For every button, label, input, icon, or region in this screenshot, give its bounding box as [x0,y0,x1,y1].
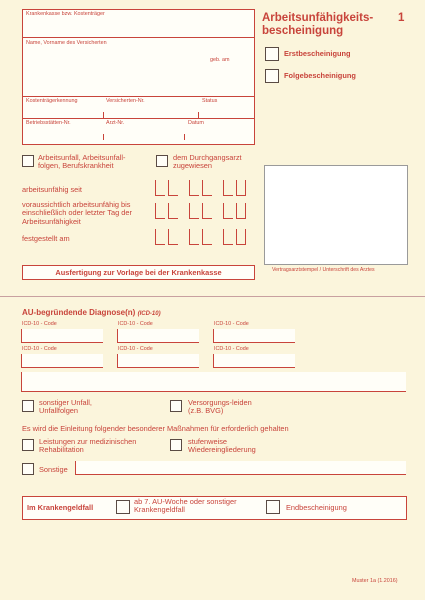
section-divider [0,296,425,297]
name-label: Name, Vorname des Versicherten [26,40,107,46]
versicherten-nr-label: Versicherten-Nr. [106,98,145,104]
field-tick [184,134,185,140]
icd-code-label: ICD-10 - Code [22,346,57,352]
arbeitsunfall-label: Arbeitsunfall, Arbeitsunfall-folgen, Berufskrankheit [38,153,126,171]
sonstiger-unfall-label: sonstiger Unfall, Unfallfolgen [39,398,92,416]
icd-code-label: ICD-10 - Code [118,321,153,327]
stufenweise-checkbox[interactable] [170,439,182,451]
icd-code-label: ICD-10 - Code [214,321,249,327]
versorgungsleiden-checkbox[interactable] [170,400,182,412]
diagnosis-heading-sub: (ICD-10) [137,311,161,317]
arbeitsunfaehig-seit-label: arbeitsunfähig seit [22,185,82,194]
icd-code-field[interactable] [21,354,103,368]
leistungen-label: Leistungen zur medizinischen Rehabilitation [39,437,137,455]
insurance-card-field[interactable] [23,49,254,94]
divider [22,37,255,38]
diagnosis-text-field[interactable] [21,372,406,392]
krankenkasse-label: Krankenkasse bzw. Kostenträger [26,11,105,17]
erstbescheinigung-label: Erstbescheinigung [284,49,351,58]
divider [22,118,255,119]
versorgungsleiden-label: Versorgungs-leiden (z.B. BVG) [188,398,252,416]
icd-code-label: ICD-10 - Code [118,346,153,352]
datum-label: Datum [188,120,204,126]
icd-code-field[interactable] [21,329,103,343]
festgestellt-am-label: festgestellt am [22,234,70,243]
form-title-line1: Arbeitsunfähigkeits- [262,12,374,24]
sonstige-checkbox[interactable] [22,463,34,475]
einleitung-text: Es wird die Einleitung folgender besonderer Maßnahmen für erforderlich gehalten [22,424,289,433]
voraussichtlich-date-field[interactable] [155,203,259,220]
sonstige-text-field[interactable] [75,461,406,475]
copy-number: 1 [398,12,405,24]
icd-code-field[interactable] [117,354,199,368]
arbeitsunfall-checkbox[interactable] [22,155,34,167]
endbescheinigung-label: Endbescheinigung [286,503,347,512]
field-tick [103,134,104,140]
sonstige-label: Sonstige [39,465,68,474]
stamp-caption: Vertragsarztstempel / Unterschrift des Arztes [272,267,375,273]
ausfertigung-label: Ausfertigung zur Vorlage bei der Krankenkasse [55,268,222,277]
leistungen-checkbox[interactable] [22,439,34,451]
doctor-stamp-field[interactable] [264,165,408,265]
sonstiger-unfall-checkbox[interactable] [22,400,34,412]
krankengeldfall-label: Im Krankengeldfall [27,503,94,512]
icd-code-field[interactable] [117,329,199,343]
ab-7-au-woche-label: ab 7. AU-Woche oder sonstiger Krankengeldfall [134,497,237,515]
form-title-line2: bescheinigung [262,25,344,37]
endbescheinigung-checkbox[interactable] [266,500,280,514]
durchgangsarzt-label: dem Durchgangsarzt zugewiesen [173,153,242,171]
icd-code-field[interactable] [213,329,295,343]
diagnosis-heading-text: AU-begründende Diagnose(n) [22,308,136,317]
betriebsstaetten-nr-label: Betriebsstätten-Nr. [26,120,71,126]
durchgangsarzt-checkbox[interactable] [156,155,168,167]
diagnosis-heading [22,308,161,317]
geb-am-label: geb. am [210,57,230,63]
icd-code-field[interactable] [213,354,295,368]
ab-7-au-woche-checkbox[interactable] [116,500,130,514]
kostentraegerkennung-label: Kostenträgerkennung [26,98,78,104]
arzt-nr-label: Arzt-Nr. [106,120,125,126]
icd-code-label: ICD-10 - Code [22,321,57,327]
arbeitsunfaehig-seit-date-field[interactable] [155,180,259,197]
stufenweise-label: stufenweise Wiedereingliederung [188,437,256,455]
folgebescheinigung-label: Folgebescheinigung [284,71,356,80]
form-version: Muster 1a (1.2016) [352,578,398,584]
divider [22,96,255,97]
erstbescheinigung-checkbox[interactable] [265,47,279,61]
status-label: Status [202,98,218,104]
icd-code-label: ICD-10 - Code [214,346,249,352]
voraussichtlich-label: voraussichtlich arbeitsunfähig bis einschließlich oder letzter Tag der Arbeitsunfähigkeit [22,200,132,226]
festgestellt-am-date-field[interactable] [155,229,259,246]
folgebescheinigung-checkbox[interactable] [265,69,279,83]
